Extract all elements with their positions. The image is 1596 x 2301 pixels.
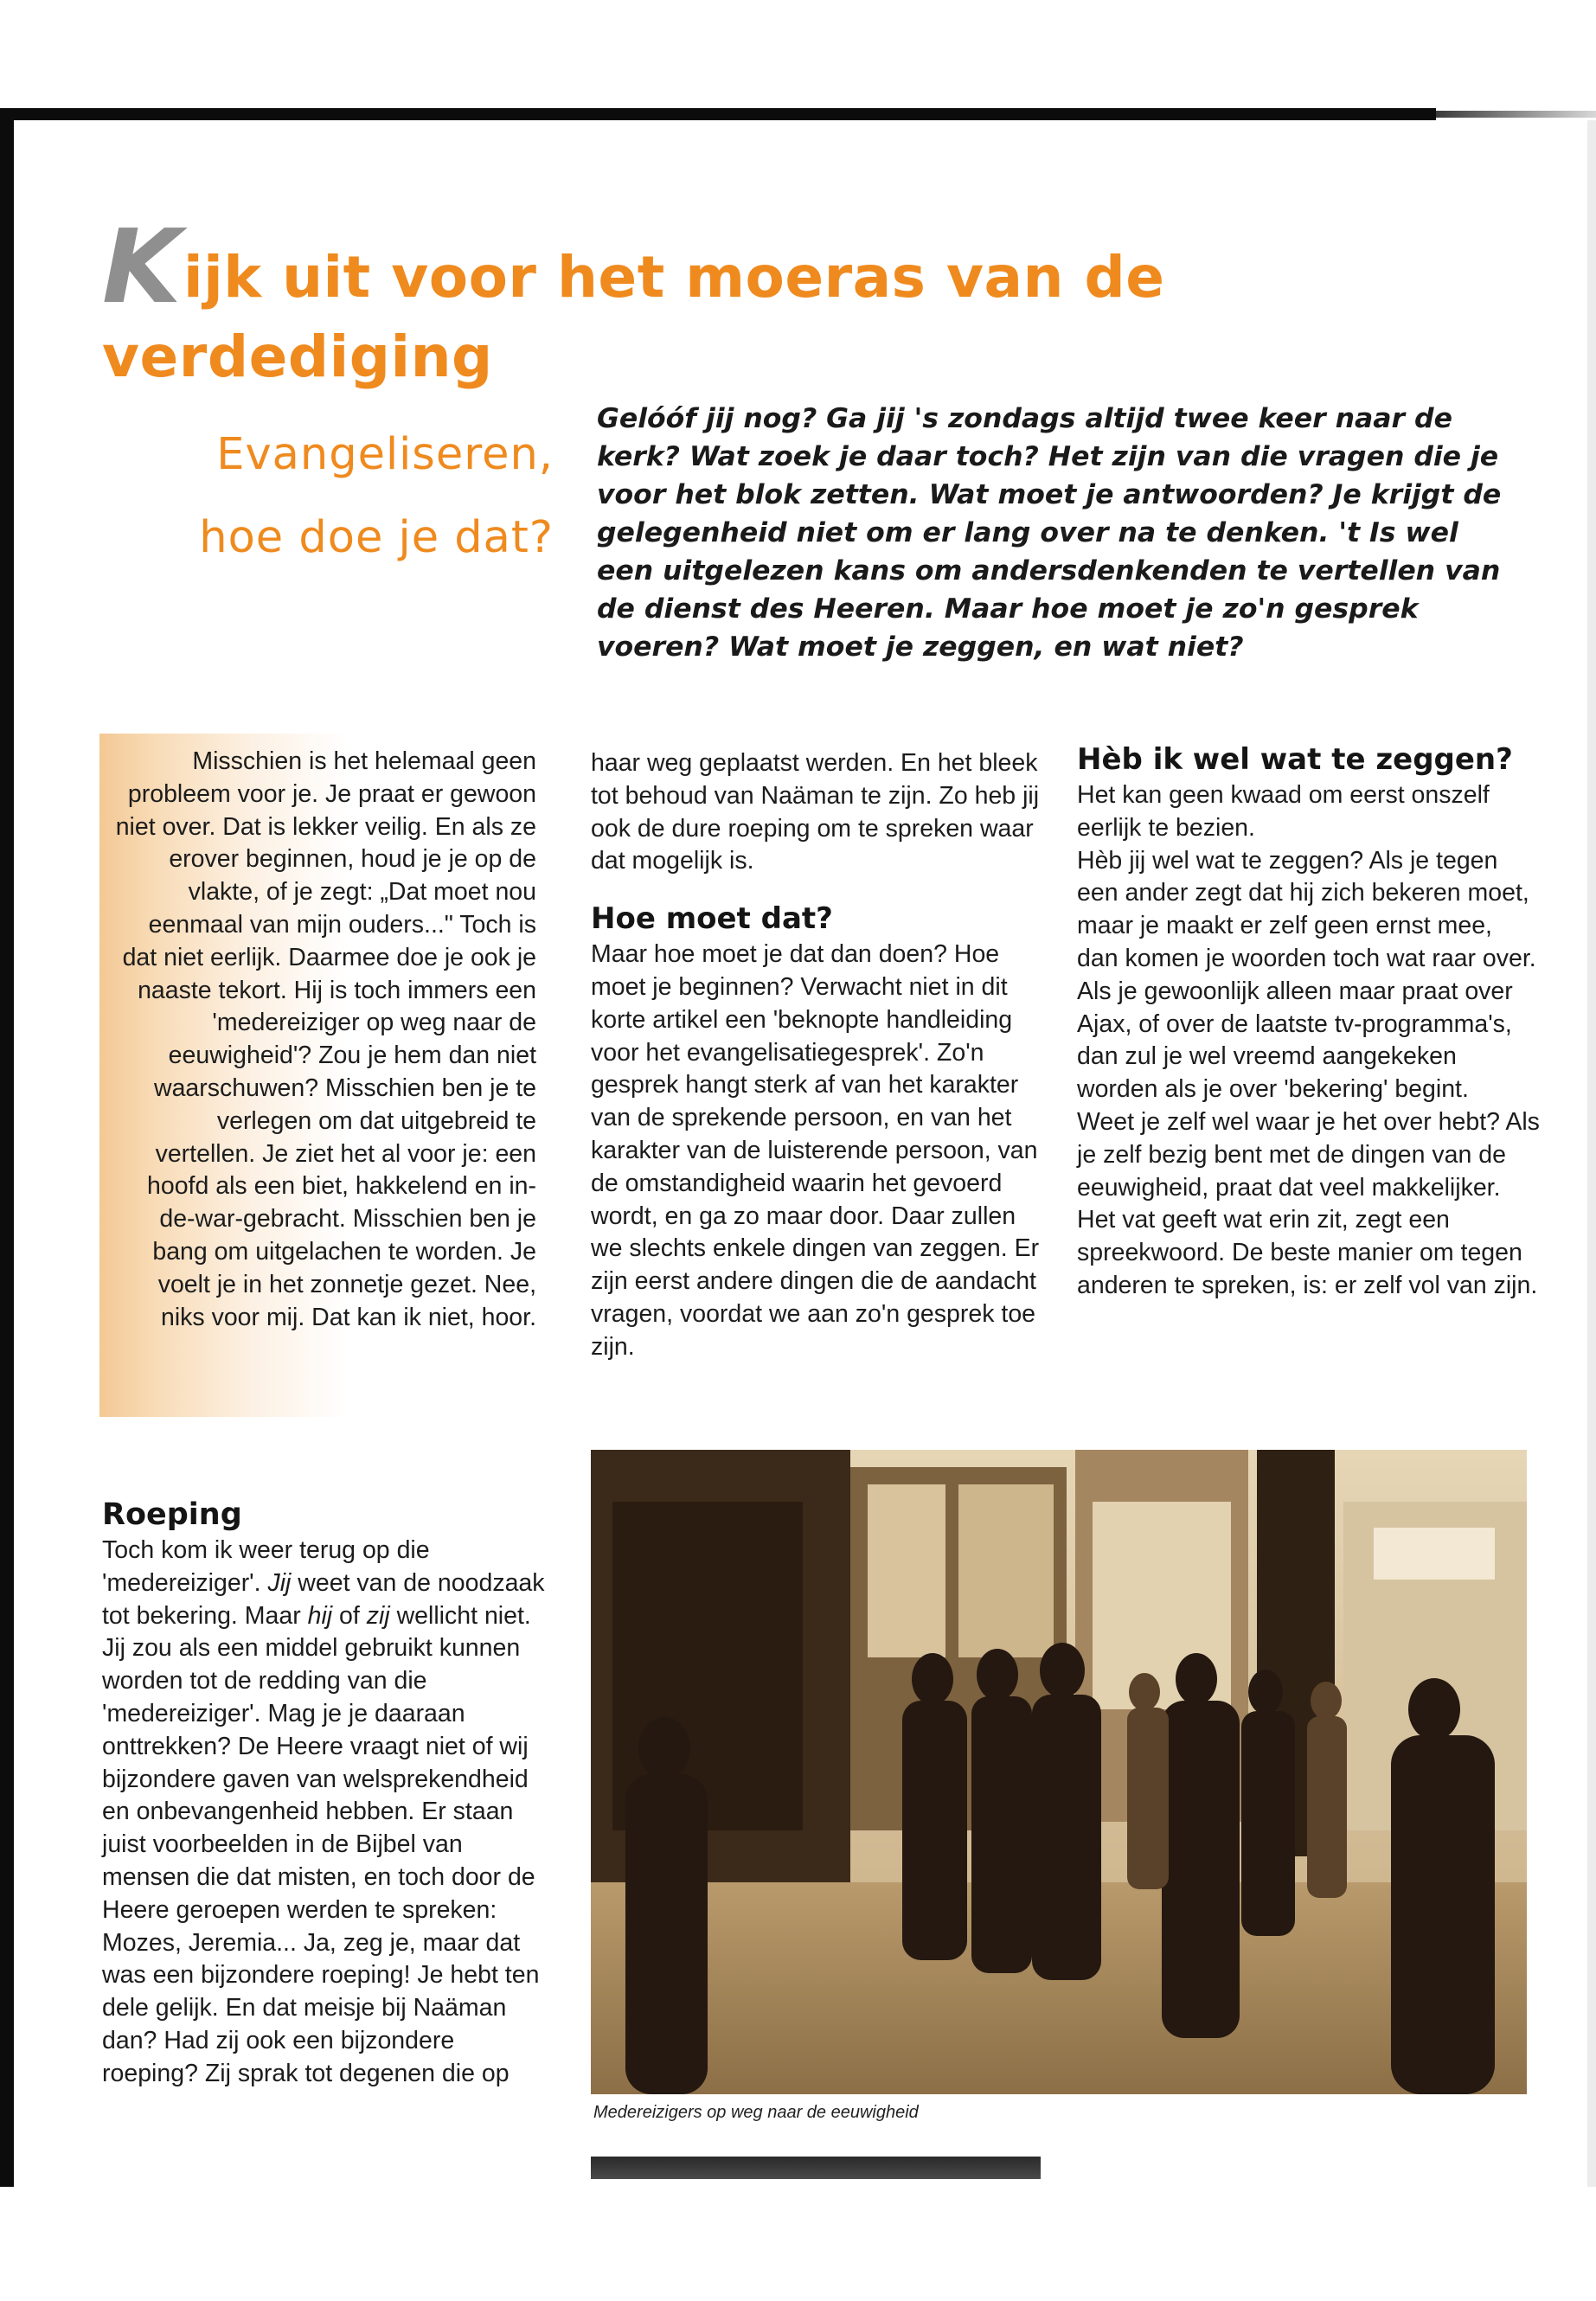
column-right-para-2: Hèb jij wel wat te zeggen? Als je tegen een ander zegt dat hij zich bekeren moet, maar je maakt er zelf geen ernst mee, dan komen je woorden toch wat raar over. Als je gewoonlijk alleen maar praat over Ajax, of over de laatste tv-programma's, dan zul je wel vreemd aangekeken worden als je over 'bekering' begint. xyxy=(1077,846,1536,1104)
scan-right-edge xyxy=(1587,120,1596,2188)
heading-roeping: Roeping xyxy=(102,1497,242,1532)
roeping-emphasis-jij: Jij xyxy=(267,1568,292,1597)
column-middle-body: Maar hoe moet je dat dan doen? Hoe moet je beginnen? Verwacht niet in dit korte artikel een 'beknopte handleiding voor het evangelisatiegesprek'. Zo'n gesprek hangt sterk af van het karakter van de sprekende persoon, en van het karakter van de luisterende persoon, van de omstandigheid waarin het gevoerd wordt, en ga zo maar door. Daar zullen we slechts enkele dingen van zeggen. Er zijn eerst andere dingen die de aandacht vragen, voordat we aan zo'n gesprek toe zijn. xyxy=(591,940,1040,1361)
subtitle-line-2: hoe doe je dat? xyxy=(199,512,554,563)
column-right xyxy=(1077,740,1540,1303)
column-middle xyxy=(591,747,1049,1364)
column-right-para-1: Het kan geen kwaad om eerst onszelf eerlijk te bezien. xyxy=(1077,781,1490,842)
subtitle-line-1: Evangeliseren, xyxy=(216,429,554,480)
column-left-body xyxy=(102,1535,552,2091)
sidebar-text: Misschien is het helemaal geen probleem voor je. Je praat er gewoon niet over. Dat is lekker veilig. En als ze erover beginnen, houd je je op de vlakte, of je zegt: „Dat moet nou eenmaal van mijn ouders..." Toch is dat niet eerlijk. Daarmee doe je ook je naaste tekort. Hij is toch immers een 'medereiziger op weg naar de eeuwigheid'? Zou je hem dan niet waarschuwen? Misschien ben je te verlegen om dat uitgebreid te vertellen. Je ziet het al voor je: een hoofd als een biet, hakkelend en in-de-war-gebracht. Misschien ben je bang om uitgelachen te worden. Je voelt je in het zonnetje gezet. Nee, niks voor mij. Dat kan ik niet, hoor. xyxy=(115,747,536,1331)
roeping-text-4: wellicht niet. Jij zou als een middel gebruikt kunnen worden tot de redding van die 'medereiziger'. Mag je je daaraan onttrekken? De Heere vraagt niet of wij bijzondere gaven van welsprekendheid en onbevangenheid hebben. Er staan juist voorbeelden in de Bijbel van mensen die dat misten, en toch door de Heere geroepen werden te spreken: Mozes, Jeremia... Ja, zeg je, maar dat was een bijzondere roeping! Je hebt ten dele gelijk. En dat meisje bij Naäman dan? Had zij ook een bijzondere roeping? Zij sprak tot degenen die op xyxy=(102,1601,540,2087)
roeping-text-1: Toch kom ik weer terug op die 'medereiziger'. xyxy=(102,1536,430,1597)
photo-illustration xyxy=(591,1450,1527,2094)
headline-dropcap: K xyxy=(102,207,182,326)
intro-paragraph: Gelóóf jij nog? Ga jij 's zondags altijd twee keer naar de kerk? Wat zoek je daar toch? Het zijn van die vragen die je voor het blok zetten. Wat moet je antwoorden? Je krijgt de gelegenheid niet om er lang over na te denken. 't Is wel een uitgelezen kans om andersdenkenden te vertellen van de dienst des Heeren. Maar hoe moet je zo'n gesprek voeren? Wat moet je zeggen, en wat niet? xyxy=(597,403,1502,663)
scan-edge-fade xyxy=(1436,111,1596,118)
heading-hoe-moet-dat: Hoe moet dat? xyxy=(591,901,833,937)
photo-caption: Medereizigers op weg naar de eeuwigheid xyxy=(593,2103,919,2122)
roeping-emphasis-hij: hij xyxy=(307,1601,333,1630)
roeping-text-3: of xyxy=(332,1601,367,1630)
headline-line-2: verdediging xyxy=(102,324,493,390)
heading-heb-ik-wel-wat-te-zeggen: Hèb ik wel wat te zeggen? xyxy=(1077,742,1513,777)
column-right-para-3: Weet je zelf wel waar je het over hebt? Als je zelf bezig bent met de dingen van de eeuwigheid, praat dat veel makkelijker. Het vat geeft wat erin zit, zegt een spreekwoord. De beste manier om tegen anderen te spreken, is: er zelf vol van zijn. xyxy=(1077,1107,1540,1299)
roeping-text-2: weet van de noodzaak tot bekering. Maar xyxy=(102,1568,545,1630)
footer-bar xyxy=(591,2157,1041,2179)
scan-bottom-margin xyxy=(0,2187,1596,2301)
article-headline xyxy=(102,207,1486,397)
roeping-emphasis-zij: zij xyxy=(366,1601,390,1630)
headline-line-1: ijk uit voor het moeras van de xyxy=(183,244,1165,311)
scan-left-edge xyxy=(0,120,14,2188)
street-crowd-photo xyxy=(591,1450,1527,2094)
article-subtitle xyxy=(130,413,554,580)
column-middle-continuation: haar weg geplaatst werden. En het bleek tot behoud van Naäman te zijn. Zo heb jij ook de dure roeping om te spreken waar dat mogelijk is. xyxy=(591,749,1040,875)
column-left xyxy=(102,1495,552,2091)
scan-edge-bar xyxy=(0,108,1436,120)
